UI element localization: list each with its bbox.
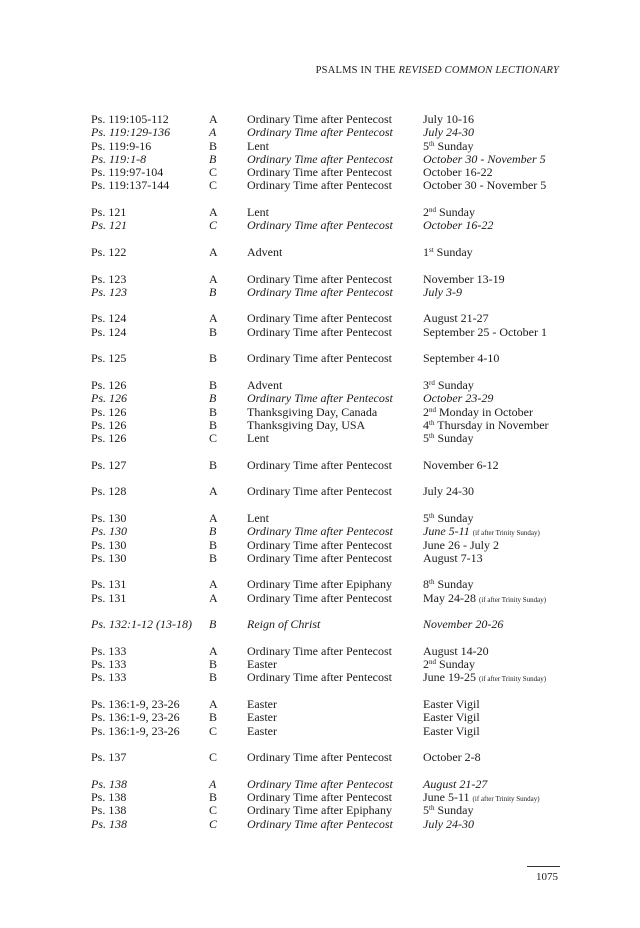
liturgical-season: Easter <box>247 710 277 725</box>
sunday-date <box>423 711 480 724</box>
table-row <box>91 698 571 711</box>
psalm-reference: Ps. 126 <box>91 404 127 419</box>
psalm-reference: Ps. 119:105-112 <box>91 112 169 126</box>
lectionary-year: B <box>209 537 218 552</box>
table-row <box>91 459 571 472</box>
table-row <box>91 618 571 631</box>
liturgical-season: Ordinary Time after Pentecost <box>247 125 393 140</box>
date-after: Sunday <box>436 205 475 220</box>
psalm-group <box>91 698 571 738</box>
liturgical-season: Ordinary Time after Pentecost <box>247 284 393 299</box>
sunday-date <box>423 246 473 259</box>
liturgical-season: Ordinary Time after Pentecost <box>247 165 392 180</box>
lectionary-year: C <box>209 165 218 180</box>
lectionary-year: A <box>209 776 217 791</box>
date-after: Sunday <box>434 803 474 818</box>
table-row <box>91 140 571 153</box>
date-main: October 2-8 <box>423 750 481 765</box>
sunday-date <box>423 126 474 139</box>
liturgical-season: Ordinary Time after Pentecost <box>247 750 392 765</box>
psalm-reference: Ps. 130 <box>91 524 127 539</box>
liturgical-season: Advent <box>247 244 283 259</box>
lectionary-year: A <box>209 125 217 140</box>
date-main: September 25 - October 1 <box>423 324 547 339</box>
psalm-reference: Ps. 136:1-9, 23-26 <box>91 710 180 725</box>
sunday-date <box>423 312 489 325</box>
date-main: October 30 - November 5 <box>423 178 547 193</box>
sunday-date <box>423 698 480 711</box>
psalm-reference: Ps. 123 <box>91 284 127 299</box>
liturgical-season: Ordinary Time after Pentecost <box>247 816 393 831</box>
table-row <box>91 219 571 232</box>
lectionary-year: B <box>209 417 218 432</box>
liturgical-season: Easter <box>247 697 277 712</box>
trinity-note: (if after Trinity Sunday) <box>479 595 547 604</box>
table-row <box>91 113 571 126</box>
table-row <box>91 206 571 219</box>
date-main: 2 <box>423 205 429 220</box>
psalm-group <box>91 778 571 831</box>
table-row <box>91 485 571 498</box>
date-main: Easter Vigil <box>423 723 480 738</box>
sunday-date <box>423 166 493 179</box>
table-row <box>91 725 571 738</box>
psalm-reference: Ps. 128 <box>91 484 127 499</box>
psalm-group <box>91 459 571 472</box>
ordinal-suffix: th <box>429 432 435 441</box>
lectionary-year: C <box>209 803 218 818</box>
sunday-date <box>423 539 499 552</box>
psalm-reference: Ps. 119:97-104 <box>91 165 164 180</box>
table-row <box>91 406 571 419</box>
psalm-reference: Ps. 131 <box>91 577 127 592</box>
sunday-date <box>423 751 481 764</box>
date-main: August 7-13 <box>423 550 483 565</box>
lectionary-year: B <box>209 391 217 406</box>
sunday-date <box>423 725 480 738</box>
sunday-date <box>423 671 546 686</box>
lectionary-year: A <box>209 112 218 126</box>
liturgical-season: Ordinary Time after Pentecost <box>247 218 393 233</box>
table-row <box>91 525 571 538</box>
table-row <box>91 379 571 392</box>
psalm-group <box>91 512 571 565</box>
liturgical-season: Easter <box>247 723 277 738</box>
liturgical-season: Easter <box>247 657 277 672</box>
liturgical-season: Ordinary Time after Pentecost <box>247 670 392 685</box>
table-row <box>91 392 571 405</box>
lectionary-year: B <box>209 617 217 632</box>
liturgical-season: Ordinary Time after Pentecost <box>247 271 392 286</box>
lectionary-year: B <box>209 657 218 672</box>
trinity-note: (if after Trinity Sunday) <box>472 795 540 804</box>
psalm-group <box>91 113 571 193</box>
sunday-date <box>423 419 549 432</box>
date-main: June 5-11 <box>423 524 470 539</box>
liturgical-season: Ordinary Time after Pentecost <box>247 112 392 126</box>
date-main: November 6-12 <box>423 457 499 472</box>
date-main: 5 <box>423 803 429 818</box>
psalm-reference: Ps. 122 <box>91 244 127 259</box>
date-main: October 23-29 <box>423 391 494 406</box>
psalm-group <box>91 485 571 498</box>
date-main: July 24-30 <box>423 484 474 499</box>
date-main: 8 <box>423 577 429 592</box>
table-row <box>91 153 571 166</box>
table-row <box>91 432 571 445</box>
date-main: July 24-30 <box>423 816 474 831</box>
date-main: 5 <box>423 138 429 153</box>
trinity-note: (if after Trinity Sunday) <box>479 675 547 684</box>
date-main: October 16-22 <box>423 218 494 233</box>
date-main: July 3-9 <box>423 284 462 299</box>
psalm-group <box>91 352 571 365</box>
lectionary-year: A <box>209 311 218 326</box>
date-after: Sunday <box>436 657 475 672</box>
lectionary-year: B <box>209 790 218 805</box>
lectionary-year: B <box>209 377 218 392</box>
header-title: REVISED COMMON LECTIONARY <box>398 65 559 76</box>
liturgical-season: Ordinary Time after Pentecost <box>247 151 393 166</box>
sunday-date <box>423 592 546 607</box>
psalm-reference: Ps. 123 <box>91 271 127 286</box>
liturgical-season: Ordinary Time after Pentecost <box>247 643 392 658</box>
date-main: July 24-30 <box>423 125 474 140</box>
date-main: August 21-27 <box>423 776 488 791</box>
lectionary-year: B <box>209 351 218 366</box>
table-row <box>91 512 571 525</box>
psalm-group <box>91 273 571 300</box>
lectionary-year: A <box>209 271 218 286</box>
lectionary-table <box>91 113 571 844</box>
ordinal-suffix: rd <box>429 378 435 387</box>
date-main: 1 <box>423 244 429 259</box>
lectionary-year: C <box>209 218 218 233</box>
table-row <box>91 419 571 432</box>
lectionary-year: B <box>209 404 218 419</box>
liturgical-season: Ordinary Time after Epiphany <box>247 803 392 818</box>
psalm-group <box>91 751 571 764</box>
table-row <box>91 126 571 139</box>
date-main: June 5-11 <box>423 790 470 805</box>
psalm-reference: Ps. 119:1-8 <box>91 151 147 166</box>
psalm-reference: Ps. 137 <box>91 750 127 765</box>
date-main: September 4-10 <box>423 351 500 366</box>
lectionary-year: B <box>209 550 218 565</box>
date-main: August 21-27 <box>423 311 489 326</box>
liturgical-season: Lent <box>247 431 269 446</box>
psalm-reference: Ps. 130 <box>91 550 127 565</box>
table-row <box>91 592 571 605</box>
lectionary-year: A <box>209 484 218 499</box>
liturgical-season: Ordinary Time after Pentecost <box>247 351 392 366</box>
date-main: October 16-22 <box>423 165 493 180</box>
table-row <box>91 751 571 764</box>
table-row <box>91 791 571 804</box>
psalm-reference: Ps. 126 <box>91 431 127 446</box>
psalm-group <box>91 206 571 233</box>
psalm-reference: Ps. 125 <box>91 351 127 366</box>
psalm-group <box>91 379 571 445</box>
psalm-reference: Ps. 127 <box>91 457 127 472</box>
date-main: November 13-19 <box>423 271 505 286</box>
header-prefix: PSALMS IN THE <box>315 65 399 76</box>
psalm-reference: Ps. 131 <box>91 590 127 605</box>
psalm-reference: Ps. 138 <box>91 803 127 818</box>
liturgical-season: Ordinary Time after Pentecost <box>247 391 393 406</box>
sunday-date <box>423 286 462 299</box>
liturgical-season: Thanksgiving Day, USA <box>247 417 366 432</box>
liturgical-season: Ordinary Time after Pentecost <box>247 178 392 193</box>
psalm-group <box>91 578 571 605</box>
lectionary-year: A <box>209 510 218 525</box>
sunday-date <box>423 326 547 339</box>
date-after: Sunday <box>433 244 473 259</box>
lectionary-year: B <box>209 151 217 166</box>
lectionary-year: C <box>209 723 218 738</box>
date-after: Sunday <box>434 138 474 153</box>
lectionary-year: A <box>209 590 218 605</box>
psalm-reference: Ps. 126 <box>91 391 127 406</box>
table-row <box>91 671 571 684</box>
lectionary-year: A <box>209 577 218 592</box>
liturgical-season: Ordinary Time after Pentecost <box>247 524 393 539</box>
table-row <box>91 326 571 339</box>
sunday-date <box>423 485 474 498</box>
liturgical-season: Lent <box>247 138 269 153</box>
table-row <box>91 778 571 791</box>
table-row <box>91 273 571 286</box>
sunday-date <box>423 406 533 419</box>
table-row <box>91 179 571 192</box>
psalm-group <box>91 645 571 685</box>
psalm-reference: Ps. 121 <box>91 218 127 233</box>
liturgical-season: Advent <box>247 377 283 392</box>
psalm-group <box>91 618 571 631</box>
lectionary-year: B <box>209 710 218 725</box>
psalm-group <box>91 312 571 339</box>
date-main: 2 <box>423 657 429 672</box>
liturgical-season: Reign of Christ <box>247 617 321 632</box>
date-after: Sunday <box>434 577 474 592</box>
sunday-date <box>423 818 474 831</box>
sunday-date <box>423 352 499 365</box>
date-main: August 14-20 <box>423 643 489 658</box>
psalm-reference: Ps. 136:1-9, 23-26 <box>91 723 180 738</box>
ordinal-suffix: th <box>429 578 435 587</box>
psalm-reference: Ps. 133 <box>91 643 127 658</box>
ordinal-suffix: st <box>429 245 434 254</box>
psalm-reference: Ps. 136:1-9, 23-26 <box>91 697 180 712</box>
page-number: 1075 <box>536 871 558 883</box>
psalm-reference: Ps. 119:129-136 <box>91 125 171 140</box>
sunday-date <box>423 578 473 591</box>
ordinal-suffix: nd <box>429 206 436 215</box>
psalm-reference: Ps. 121 <box>91 205 127 220</box>
liturgical-season: Ordinary Time after Pentecost <box>247 590 392 605</box>
liturgical-season: Ordinary Time after Epiphany <box>247 577 392 592</box>
date-main: June 26 - July 2 <box>423 537 499 552</box>
liturgical-season: Ordinary Time after Pentecost <box>247 484 392 499</box>
date-after: Monday in October <box>436 404 533 419</box>
sunday-date <box>423 153 546 166</box>
sunday-date <box>423 552 483 565</box>
table-row <box>91 645 571 658</box>
date-main: June 19-25 <box>423 670 476 685</box>
lectionary-year: C <box>209 816 218 831</box>
table-row <box>91 804 571 817</box>
ordinal-suffix: th <box>429 418 435 427</box>
lectionary-year: A <box>209 643 218 658</box>
table-row <box>91 352 571 365</box>
sunday-date <box>423 618 503 631</box>
psalm-reference: Ps. 133 <box>91 657 127 672</box>
lectionary-year: B <box>209 324 218 339</box>
sunday-date <box>423 658 475 671</box>
date-main: 2 <box>423 404 429 419</box>
ordinal-suffix: th <box>429 139 435 148</box>
lectionary-year: B <box>209 670 218 685</box>
liturgical-season: Ordinary Time after Pentecost <box>247 324 392 339</box>
date-main: 5 <box>423 431 429 446</box>
liturgical-season: Ordinary Time after Pentecost <box>247 776 393 791</box>
table-row <box>91 246 571 259</box>
table-row <box>91 578 571 591</box>
sunday-date <box>423 512 473 525</box>
sunday-date <box>423 459 499 472</box>
sunday-date <box>423 113 474 126</box>
liturgical-season: Lent <box>247 205 269 220</box>
sunday-date <box>423 804 473 817</box>
lectionary-year: C <box>209 178 218 193</box>
date-main: July 10-16 <box>423 112 474 126</box>
date-main: 5 <box>423 510 429 525</box>
psalm-reference: Ps. 138 <box>91 816 127 831</box>
table-row <box>91 658 571 671</box>
lectionary-year: C <box>209 431 218 446</box>
liturgical-season: Ordinary Time after Pentecost <box>247 550 392 565</box>
psalm-reference: Ps. 119:9-16 <box>91 138 152 153</box>
date-main: May 24-28 <box>423 590 476 605</box>
sunday-date <box>423 778 487 791</box>
ordinal-suffix: nd <box>429 658 436 667</box>
table-row <box>91 552 571 565</box>
sunday-date <box>423 432 473 445</box>
psalm-reference: Ps. 126 <box>91 417 127 432</box>
sunday-date <box>423 179 546 192</box>
liturgical-season: Ordinary Time after Pentecost <box>247 457 392 472</box>
date-main: 3 <box>423 377 429 392</box>
lectionary-year: B <box>209 138 218 153</box>
table-row <box>91 166 571 179</box>
psalm-reference: Ps. 138 <box>91 790 127 805</box>
date-after: Sunday <box>434 510 474 525</box>
liturgical-season: Ordinary Time after Pentecost <box>247 311 392 326</box>
sunday-date <box>423 219 493 232</box>
psalm-reference: Ps. 119:137-144 <box>91 178 170 193</box>
sunday-date <box>423 379 474 392</box>
lectionary-year: B <box>209 524 217 539</box>
psalm-reference: Ps. 124 <box>91 311 127 326</box>
ordinal-suffix: nd <box>429 405 436 414</box>
lectionary-year: B <box>209 284 217 299</box>
date-main: October 30 - November 5 <box>423 151 546 166</box>
liturgical-season: Ordinary Time after Pentecost <box>247 537 392 552</box>
psalm-reference: Ps. 130 <box>91 537 127 552</box>
lectionary-year: A <box>209 697 218 712</box>
sunday-date <box>423 392 493 405</box>
table-row <box>91 711 571 724</box>
date-after: Sunday <box>434 431 474 446</box>
date-main: Easter Vigil <box>423 697 480 712</box>
psalm-reference: Ps. 133 <box>91 670 127 685</box>
psalm-reference: Ps. 124 <box>91 324 127 339</box>
date-main: November 20-26 <box>423 617 504 632</box>
table-row <box>91 286 571 299</box>
lectionary-year: C <box>209 750 218 765</box>
liturgical-season: Thanksgiving Day, Canada <box>247 404 378 419</box>
psalm-reference: Ps. 132:1-12 (13-18) <box>91 617 192 632</box>
sunday-date <box>423 206 475 219</box>
lectionary-year: A <box>209 205 218 220</box>
psalm-reference: Ps. 130 <box>91 510 127 525</box>
page-number-rule <box>527 866 560 867</box>
lectionary-year: B <box>209 457 218 472</box>
table-row <box>91 312 571 325</box>
date-main: 4 <box>423 417 429 432</box>
liturgical-season: Lent <box>247 510 269 525</box>
table-row <box>91 818 571 831</box>
psalm-reference: Ps. 138 <box>91 776 127 791</box>
liturgical-season: Ordinary Time after Pentecost <box>247 790 392 805</box>
sunday-date <box>423 645 489 658</box>
date-after: Sunday <box>434 377 474 392</box>
psalm-reference: Ps. 126 <box>91 377 127 392</box>
ordinal-suffix: th <box>429 804 435 813</box>
date-after: Thursday in November <box>434 417 549 432</box>
ordinal-suffix: th <box>429 511 435 520</box>
date-main: Easter Vigil <box>423 710 480 725</box>
trinity-note: (if after Trinity Sunday) <box>472 529 540 538</box>
sunday-date <box>423 273 505 286</box>
sunday-date <box>423 140 473 153</box>
table-row <box>91 539 571 552</box>
running-header <box>316 65 559 76</box>
lectionary-year: A <box>209 244 218 259</box>
psalm-group <box>91 246 571 259</box>
